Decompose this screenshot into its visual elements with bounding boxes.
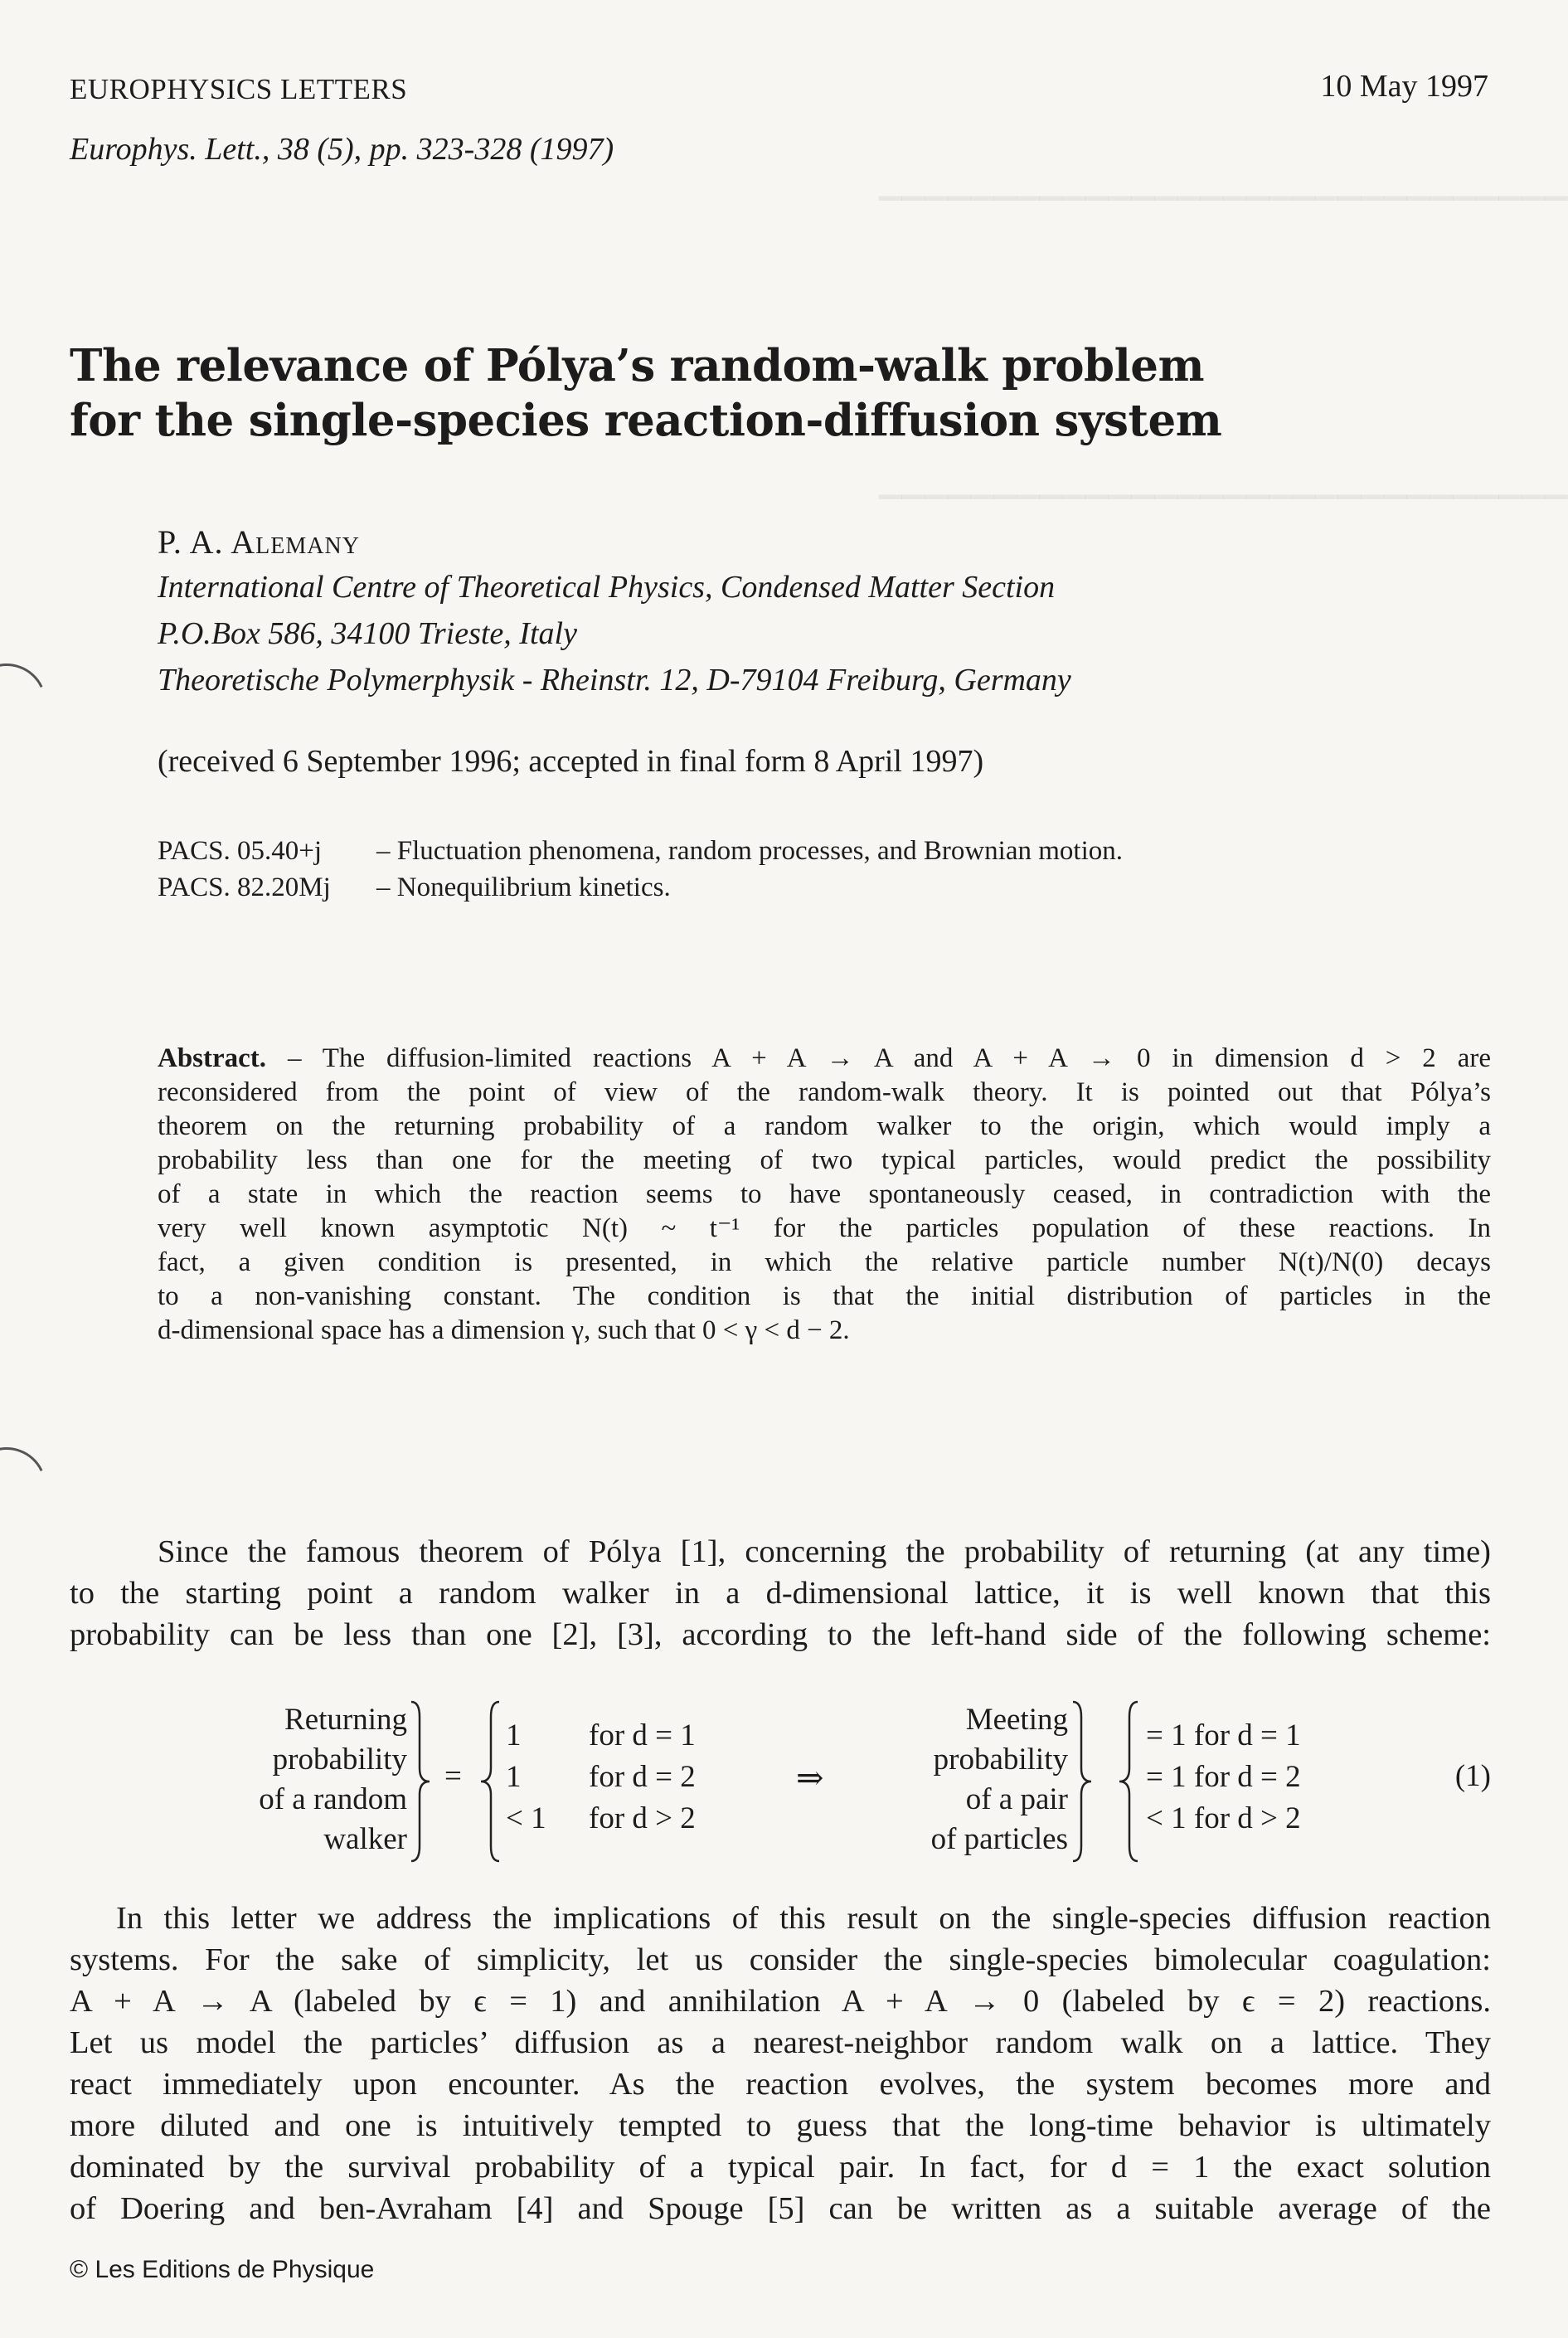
scheme-left-values	[506, 1715, 696, 1840]
pacs-description: – Fluctuation phenomena, random processes, and Brownian motion.	[376, 836, 1123, 866]
copyright-footer: © Les Editions de Physique	[70, 2256, 375, 2283]
title-line: The relevance of Pólya’s random-walk problem	[70, 340, 1205, 391]
bleed-through-decoration: ▁▁▁▁▁▁▁▁▁▁▁▁▁▁▁▁▁▁▁▁▁▁▁▁▁▁▁▁▁▁	[879, 465, 1568, 498]
equation-number: (1)	[1454, 1759, 1491, 1793]
case-value: 1	[506, 1718, 522, 1752]
implies-arrow: ⇒	[796, 1759, 824, 1796]
equals-sign: =	[444, 1759, 462, 1793]
label-line: walker	[323, 1822, 407, 1856]
left-brace-icon	[1118, 1700, 1139, 1863]
label-line: of particles	[930, 1822, 1068, 1856]
body-line: A + A → A (labeled by ϵ = 1) and annihilation A + A → 0 (labeled by ϵ = 2) reactions.	[70, 1984, 1491, 2019]
journal-name: EUROPHYSICS LETTERS	[70, 73, 408, 105]
body-line: react immediately upon encounter. As the reaction evolves, the system becomes more and	[70, 2067, 1491, 2102]
label-line: of a random	[259, 1782, 407, 1816]
pacs-entry	[158, 833, 1123, 869]
pacs-description: – Nonequilibrium kinetics.	[376, 872, 671, 902]
intro-paragraph	[70, 1531, 1491, 1655]
abstract-line: fact, a given condition is presented, in which the relative particle number N(t)/N(0) decays	[158, 1247, 1491, 1277]
right-brace-icon	[1071, 1700, 1093, 1863]
scheme-left-label	[259, 1700, 407, 1859]
body-line: systems. For the sake of simplicity, let us consider the single-species bimolecular coagulation:	[70, 1942, 1491, 1977]
case-condition: for d = 2	[589, 1760, 696, 1794]
affiliation-line: International Centre of Theoretical Physics, Condensed Matter Section	[158, 570, 1056, 605]
bleed-through-decoration: ▁▁▁▁▁▁▁▁▁▁▁▁▁▁▁▁▁▁▁▁▁▁▁▁▁▁▁▁▁▁	[879, 167, 1568, 200]
abstract	[158, 1042, 1491, 1348]
punch-hole-mark	[0, 1436, 58, 1538]
body-line: Let us model the particles’ diffusion as a nearest-neighbor random walk on a lattice. They	[70, 2025, 1491, 2060]
received-dates: (received 6 September 1996; accepted in final form 8 April 1997)	[158, 744, 984, 779]
abstract-line: theorem on the returning probability of a random walker to the origin, which would imply a	[158, 1111, 1491, 1141]
case-row: = 1 for d = 1	[1146, 1718, 1301, 1752]
pacs-code: PACS. 82.20Mj	[158, 872, 331, 902]
body-paragraph	[70, 1898, 1491, 2229]
issue-date: 10 May 1997	[1320, 69, 1488, 104]
punch-hole-mark	[0, 652, 58, 754]
abstract-line: very well known asymptotic N(t) ~ t⁻¹ for the particles population of these reactions. In	[158, 1213, 1491, 1243]
case-row: < 1 for d > 2	[1146, 1801, 1301, 1835]
title-line: for the single-species reaction-diffusion system	[70, 395, 1222, 446]
label-line: of a pair	[965, 1782, 1068, 1816]
abstract-label: Abstract.	[158, 1043, 267, 1073]
body-line: of Doering and ben-Avraham [4] and Spouge [5] can be written as a suitable average of the	[70, 2191, 1491, 2226]
body-line: to the starting point a random walker in a d-dimensional lattice, it is well known that this	[70, 1576, 1491, 1611]
body-line: In this letter we address the implications of this result on the single-species diffusion reaction	[116, 1901, 1491, 1936]
label-line: probability	[933, 1743, 1068, 1777]
abstract-line: to a non-vanishing constant. The condition is that the initial distribution of particles in the	[158, 1281, 1491, 1311]
case-row	[506, 1757, 696, 1798]
scheme-right-label	[931, 1700, 1068, 1859]
abstract-line: Abstract. – The diffusion-limited reactions A + A → A and A + A → 0 in dimension d > 2 are	[158, 1043, 1492, 1073]
pacs-list	[158, 833, 1123, 906]
case-condition: for d = 1	[589, 1718, 696, 1752]
body-line: dominated by the survival probability of a typical pair. In fact, for d = 1 the exact solution	[70, 2150, 1491, 2185]
body-line: Since the famous theorem of Pólya [1], concerning the probability of returning (at any time)	[158, 1534, 1491, 1569]
paper-title	[70, 338, 1221, 448]
affiliations	[158, 564, 1071, 703]
body-line: probability can be less than one [2], [3], according to the left-hand side of the following scheme:	[70, 1617, 1491, 1652]
body-line: more diluted and one is intuitively tempted to guess that the long-time behavior is ultimately	[70, 2108, 1491, 2143]
abstract-line: d-dimensional space has a dimension γ, such that 0 < γ < d − 2.	[158, 1315, 850, 1345]
scheme-right-values	[1146, 1715, 1301, 1840]
affiliation-line: P.O.Box 586, 34100 Trieste, Italy	[158, 616, 577, 651]
equation-scheme	[0, 1694, 1568, 1876]
abstract-line: reconsidered from the point of view of the random-walk theory. It is pointed out that Pólya’s	[158, 1077, 1491, 1107]
case-value: 1	[506, 1760, 522, 1794]
citation: Europhys. Lett., 38 (5), pp. 323-328 (1997)	[70, 132, 614, 167]
case-value: < 1	[506, 1801, 546, 1835]
abstract-line: probability less than one for the meeting of two typical particles, would predict the possibility	[158, 1145, 1491, 1175]
case-row	[506, 1715, 696, 1757]
label-line: probability	[272, 1743, 407, 1777]
label-line: Meeting	[965, 1703, 1068, 1737]
abstract-line: of a state in which the reaction seems to have spontaneously ceased, in contradiction with the	[158, 1179, 1491, 1209]
case-row	[506, 1798, 696, 1840]
author-name: P. A. Alemany	[158, 523, 360, 561]
left-brace-icon	[479, 1700, 501, 1863]
pacs-entry	[158, 869, 1123, 906]
pacs-code: PACS. 05.40+j	[158, 836, 323, 866]
case-row: = 1 for d = 2	[1146, 1760, 1301, 1794]
affiliation-line: Theoretische Polymerphysik - Rheinstr. 12, D-79104 Freiburg, Germany	[158, 663, 1071, 698]
right-brace-icon	[410, 1700, 431, 1863]
label-line: Returning	[284, 1703, 407, 1737]
case-condition: for d > 2	[589, 1801, 696, 1835]
